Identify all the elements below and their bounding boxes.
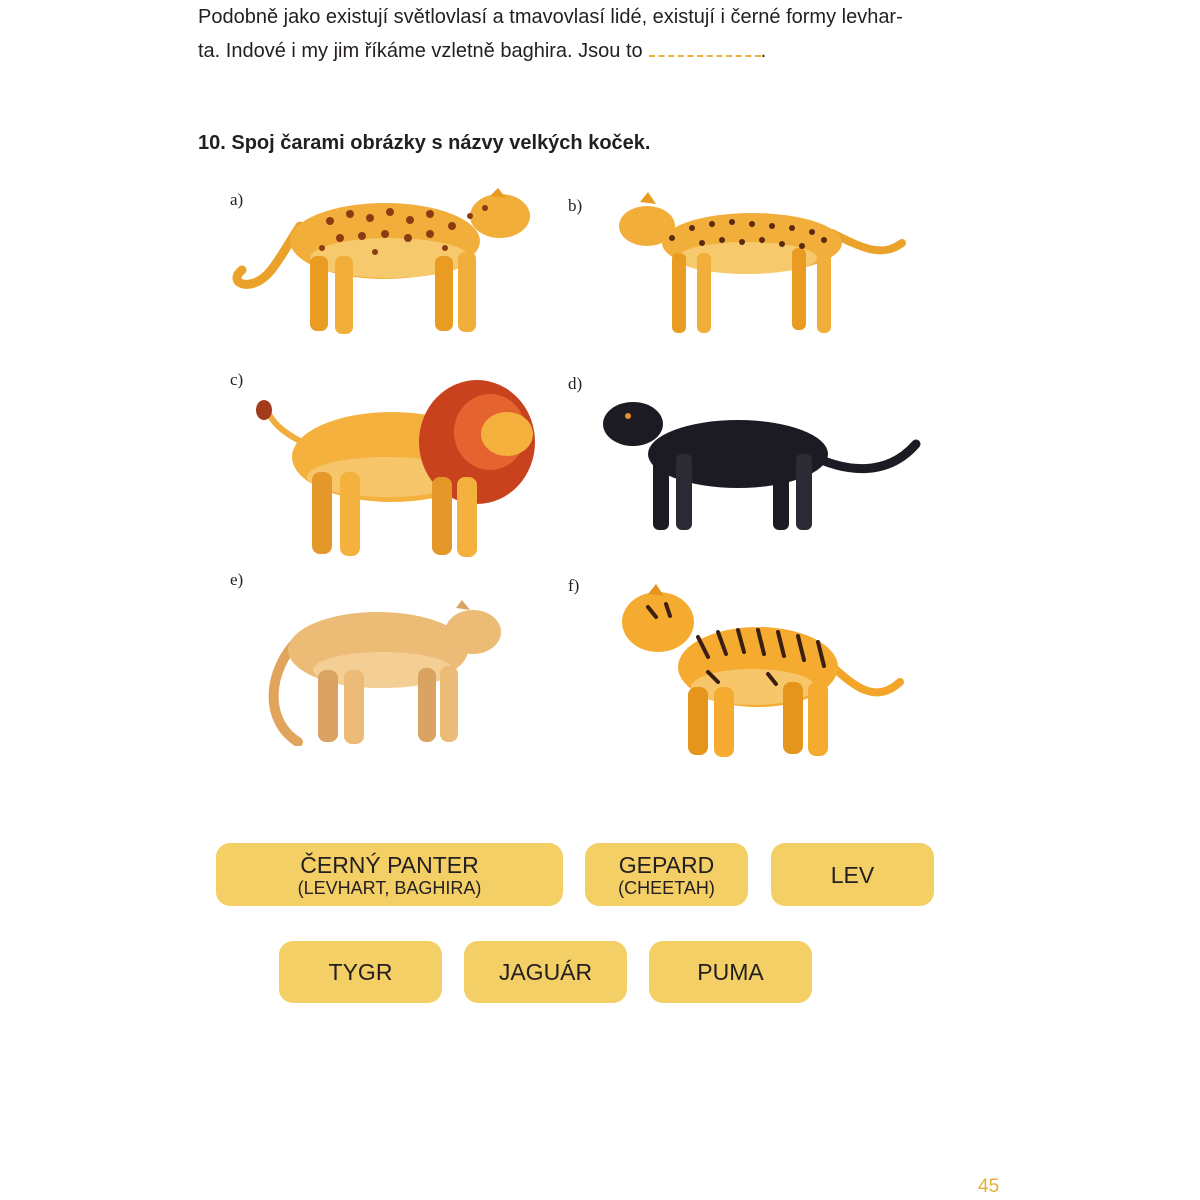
black-panther-illustration bbox=[598, 394, 922, 534]
intro-line-2 bbox=[198, 34, 968, 68]
chip-black-panther-sub: (LEVHART, BAGHIRA) bbox=[297, 877, 482, 898]
chip-jaguar[interactable] bbox=[464, 941, 627, 1003]
page-number: 45 bbox=[978, 1176, 1000, 1197]
chip-jaguar-label: JAGUÁR bbox=[498, 959, 593, 985]
task-heading: 10. Spoj čarami obrázky s názvy velkých koček. bbox=[198, 132, 651, 154]
cheetah-illustration bbox=[612, 188, 914, 340]
chip-cheetah[interactable] bbox=[585, 843, 748, 906]
lion-illustration bbox=[252, 372, 540, 560]
intro-line-1: Podobně jako existují světlovlasí a tmavovlasí lidé, existují i černé formy levhar- bbox=[198, 6, 903, 28]
label-c: c) bbox=[230, 370, 244, 389]
intro-line-2-text: ta. Indové i my jim říkáme vzletně baghira. Jsou to bbox=[198, 40, 643, 62]
puma-illustration bbox=[258, 600, 508, 746]
chip-cheetah-sub: (CHEETAH) bbox=[618, 877, 715, 898]
chip-lion[interactable] bbox=[771, 843, 934, 906]
chip-cheetah-label: GEPARD bbox=[618, 851, 715, 878]
chip-puma[interactable] bbox=[649, 941, 812, 1003]
intro-paragraph bbox=[198, 0, 968, 68]
intro-line-2-end: . bbox=[760, 40, 767, 62]
label-f: f) bbox=[568, 576, 580, 595]
label-b: b) bbox=[568, 196, 583, 215]
label-a: a) bbox=[230, 190, 244, 209]
chip-black-panther[interactable] bbox=[216, 843, 563, 906]
jaguar-illustration bbox=[230, 186, 542, 344]
label-e: e) bbox=[230, 570, 244, 589]
answer-blank[interactable] bbox=[649, 37, 761, 57]
chip-black-panther-label: ČERNÝ PANTER bbox=[300, 851, 479, 878]
chip-puma-label: PUMA bbox=[697, 959, 764, 985]
chip-lion-label: LEV bbox=[830, 861, 875, 888]
tiger-illustration bbox=[618, 582, 904, 758]
chip-tiger-label: TYGR bbox=[328, 959, 393, 985]
label-d: d) bbox=[568, 374, 583, 393]
chip-tiger[interactable] bbox=[279, 941, 442, 1003]
